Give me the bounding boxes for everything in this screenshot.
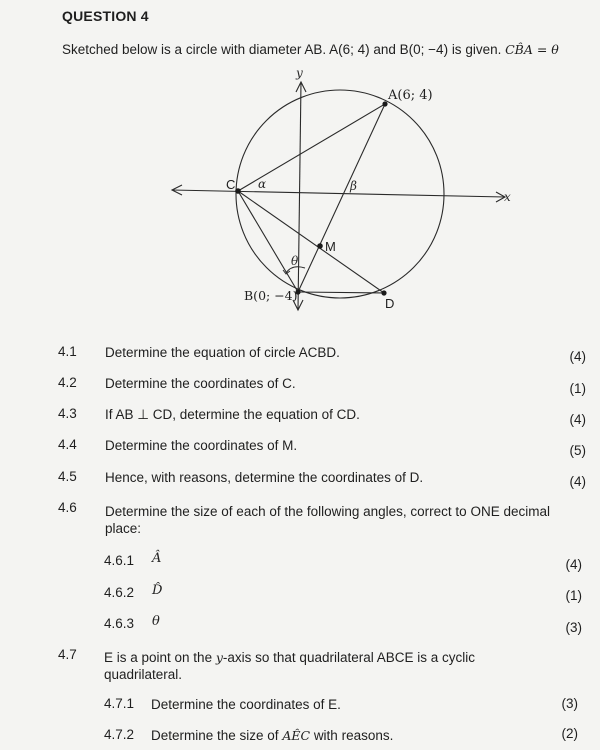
q-4-7-1-marks: (3) (561, 696, 578, 711)
point-a (382, 101, 387, 106)
q-4-7-2-marks: (2) (561, 726, 578, 741)
axis-label-x: x (504, 190, 511, 204)
q-4-7-1-number: 4.7.1 (104, 696, 135, 711)
q-4-4-text: Determine the coordinates of M. (105, 438, 298, 453)
circle-diagram (0, 0, 600, 330)
q-4-5-number: 4.5 (58, 469, 77, 484)
q-4-6-2-marks: (1) (565, 588, 582, 603)
q-4-6-3-marks: (3) (565, 620, 582, 635)
q-4-6-1-symbol: Â (152, 551, 162, 566)
question-heading: QUESTION 4 (62, 8, 149, 24)
q-4-6-1-number: 4.6.1 (104, 553, 135, 568)
q-4-6-3-symbol: θ (152, 614, 160, 629)
label-beta: β (350, 179, 357, 193)
y-axis (298, 82, 301, 310)
q-4-1-marks: (4) (569, 349, 586, 364)
q-4-7-2-math: AÊC (282, 728, 311, 743)
point-d (381, 290, 386, 295)
point-c (235, 188, 241, 194)
q-4-7-number: 4.7 (58, 647, 77, 662)
q-4-1-number: 4.1 (58, 344, 77, 359)
q-4-4-marks: (5) (569, 443, 586, 458)
intro-math: CB̂A = θ (505, 42, 559, 57)
q-4-7-2-number: 4.7.2 (104, 727, 135, 742)
q-4-2-marks: (1) (569, 381, 586, 396)
q-4-6-text-line2: place: (105, 521, 142, 536)
chord-cd (238, 191, 384, 293)
q-4-3-text: If AB ⊥ CD, determine the equation of CD. (105, 407, 360, 422)
label-d: D (385, 296, 395, 311)
q-4-1-text: Determine the equation of circle ACBD. (105, 345, 340, 360)
q-4-6-number: 4.6 (58, 500, 77, 515)
q-4-2-number: 4.2 (58, 375, 77, 390)
q-4-7-2-text (151, 727, 393, 744)
label-c: C (226, 177, 236, 192)
q-4-6-2-number: 4.6.2 (104, 585, 135, 600)
intro-text: Sketched below is a circle with diameter AB. A(6; 4) and B(0; −4) is given. (62, 42, 502, 57)
q-4-7-1-text: Determine the coordinates of E. (151, 697, 341, 712)
q-4-6-2-symbol: D̂ (152, 583, 163, 598)
label-b: B(0; −4) (244, 288, 298, 303)
q-4-7-line1-b: -axis so that quadrilateral ABCE is a cyclic (222, 650, 476, 665)
label-alpha: α (258, 177, 267, 191)
label-theta: θ (291, 254, 299, 268)
label-a: A(6; 4) (388, 88, 433, 103)
axis-label-y: y (296, 66, 303, 80)
q-4-6-text-line1: Determine the size of each of the following angles, correct to ONE decimal (105, 504, 550, 519)
q-4-7-line1-a: E is a point on the (104, 650, 213, 665)
q-4-7-line1-var: y (215, 650, 223, 665)
x-axis (172, 190, 505, 197)
q-4-4-number: 4.4 (58, 437, 77, 452)
q-4-3-number: 4.3 (58, 406, 77, 421)
q-4-7-line2: quadrilateral. (104, 667, 183, 682)
q-4-3-marks: (4) (569, 412, 586, 427)
label-m: M (325, 239, 336, 254)
q-4-7-2-text-b: with reasons. (313, 728, 394, 743)
q-4-5-marks: (4) (569, 474, 586, 489)
point-m (317, 243, 323, 249)
q-4-7-line1 (104, 649, 475, 666)
q-4-2-text: Determine the coordinates of C. (105, 376, 296, 391)
q-4-5-text: Hence, with reasons, determine the coordinates of D. (105, 470, 424, 485)
chord-bd (298, 292, 384, 293)
q-4-7-2-text-a: Determine the size of (151, 728, 279, 743)
q-4-6-1-marks: (4) (565, 557, 582, 572)
q-4-6-3-number: 4.6.3 (104, 616, 135, 631)
